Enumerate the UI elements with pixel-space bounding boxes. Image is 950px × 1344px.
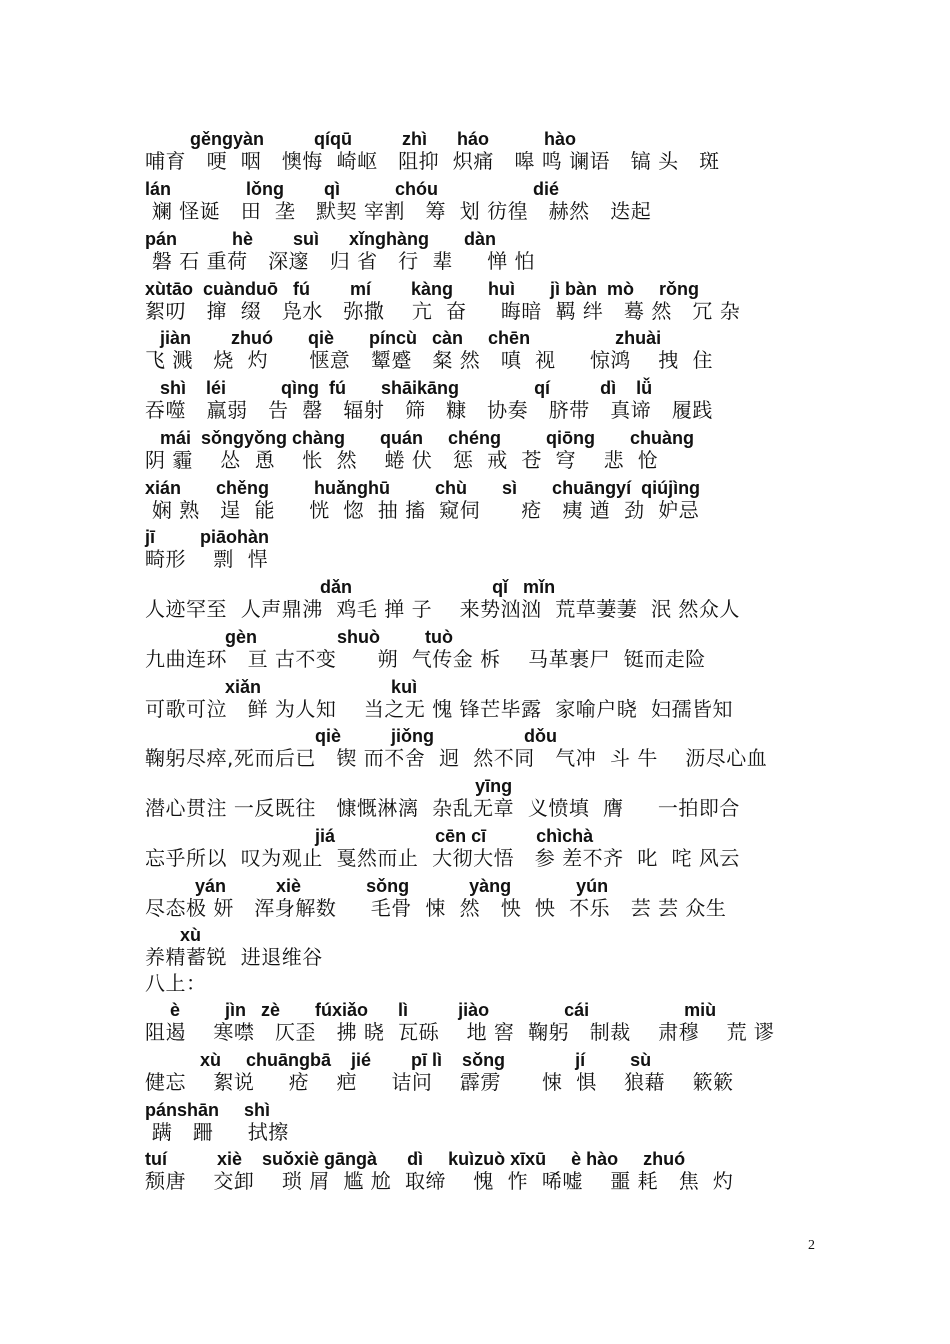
hanzi-line: 阴 霾 怂 恿 怅 然 蜷 伏 惩 戒 苍 穹 悲 怆	[145, 448, 659, 472]
hanzi-line: 吞噬 羸弱 告 罄 辐射 筛 糠 协奏 脐带 真谛 履践	[145, 398, 713, 422]
hanzi-line: 阻遏 寒噤 仄歪 拂 晓 瓦砾 地 窖 鞠躬 制裁 肃穆 荒 谬	[145, 1020, 775, 1044]
pinyin-line: jī piāohàn	[145, 527, 270, 547]
hanzi-line: 磐 石 重荷 深邃 归 省 行 辈 惮 怕	[145, 249, 536, 273]
pinyin-line: lán lǒng qì chóu dié	[145, 179, 560, 199]
hanzi-line: 九曲连环 亘 古不变 朔 气传金 柝 马革裹尸 铤而走险	[145, 647, 706, 671]
pinyin-line: è jìn zè fúxiǎo lì jiào cái miù	[145, 1000, 717, 1020]
pinyin-line: qiè jiǒng dǒu	[145, 726, 558, 746]
page-number: 2	[808, 1238, 815, 1253]
hanzi-line: 斓 怪诞 田 垄 默契 宰割 筹 划 彷徨 赫然 迭起	[145, 199, 652, 223]
pinyin-line: pánshān shì	[145, 1100, 271, 1120]
pinyin-line: yīng	[145, 776, 513, 796]
hanzi-line: 尽态极 妍 浑身解数 毛骨 悚 然 怏 怏 不乐 芸 芸 众生	[145, 896, 727, 920]
pinyin-line: gèn shuò tuò	[145, 627, 454, 647]
hanzi-line: 哺育 哽 咽 懊悔 崎岖 阻抑 炽痛 嗥 鸣 谰语 镐 头 斑	[145, 149, 720, 173]
pinyin-line: pán hè suì xǐnghàng dàn	[145, 229, 497, 249]
pinyin-line: yán xiè sǒng yàng yún	[145, 876, 609, 896]
hanzi-line: 忘乎所以 叹为观止 戛然而止 大彻大悟 参 差不齐 叱 咤 风云	[145, 846, 740, 870]
hanzi-line: 飞 溅 烧 灼 惬意 颦蹙 粲 然 嗔 视 惊鸿 拽 住	[145, 348, 714, 372]
pinyin-line: tuí xiè suǒxiè gāngà dì kuìzuò xīxū è hào zhuó	[145, 1149, 686, 1169]
hanzi-line: 养精蓄锐 进退维谷	[145, 945, 323, 969]
hanzi-line: 健忘 絮说 疮 疤 诘问 霹雳 悚 惧 狼藉 簌簌	[145, 1070, 734, 1094]
pinyin-line: gěngyàn qíqū zhì háo hào	[145, 129, 577, 149]
hanzi-line: 可歌可泣 鲜 为人知 当之无 愧 锋芒毕露 家喻户晓 妇孺皆知	[145, 697, 734, 721]
pinyin-line: xù	[145, 925, 202, 945]
pinyin-line: shì léi qìng fú shāikāng qí dì lǚ	[145, 378, 653, 398]
pinyin-line: jiàn zhuó qiè píncù càn chēn zhuài	[145, 328, 662, 348]
pinyin-line: xù chuāngbā jié pī lì sǒng jí sù	[145, 1050, 652, 1070]
section-heading: 八上：	[145, 971, 207, 995]
hanzi-line: 娴 熟 逞 能 恍 惚 抽 搐 窥伺 疮 痍 遒 劲 妒忌	[145, 498, 700, 522]
pinyin-line: xián chěng huǎnghū chù sì chuāngyí qiújìng	[145, 478, 701, 498]
hanzi-line: 人迹罕至 人声鼎沸 鸡毛 掸 子 来势汹汹 荒草萋萋 泯 然众人	[145, 597, 740, 621]
pinyin-line: xiǎn kuì	[145, 677, 418, 697]
hanzi-line: 蹒 跚 拭擦	[145, 1120, 289, 1144]
hanzi-line: 潜心贯注 一反既往 慷慨淋漓 杂乱无章 义愤填 膺 一拍即合	[145, 796, 740, 820]
pinyin-line: dǎn qǐ mǐn	[145, 577, 556, 597]
hanzi-line: 鞠躬尽瘁,死而后已 锲 而不舍 迥 然不同 气冲 斗 牛 沥尽心血	[145, 746, 768, 770]
hanzi-line: 颓唐 交卸 琐 屑 尴 尬 取缔 愧 怍 唏嘘 噩 耗 焦 灼	[145, 1169, 734, 1193]
hanzi-line: 畸形 剽 悍	[145, 547, 269, 571]
pinyin-line: jiá cēn cī chìchà	[145, 826, 594, 846]
pinyin-line: xùtāo cuànduō fú mí kàng huì jì bàn mò rǒng	[145, 279, 700, 299]
hanzi-line: 絮叨 撺 缀 凫水 弥撒 亢 奋 晦暗 羁 绊 蓦 然 冗 杂	[145, 299, 741, 323]
pinyin-line: mái sǒngyǒng chàng quán chéng qiōng chuàng	[145, 428, 695, 448]
